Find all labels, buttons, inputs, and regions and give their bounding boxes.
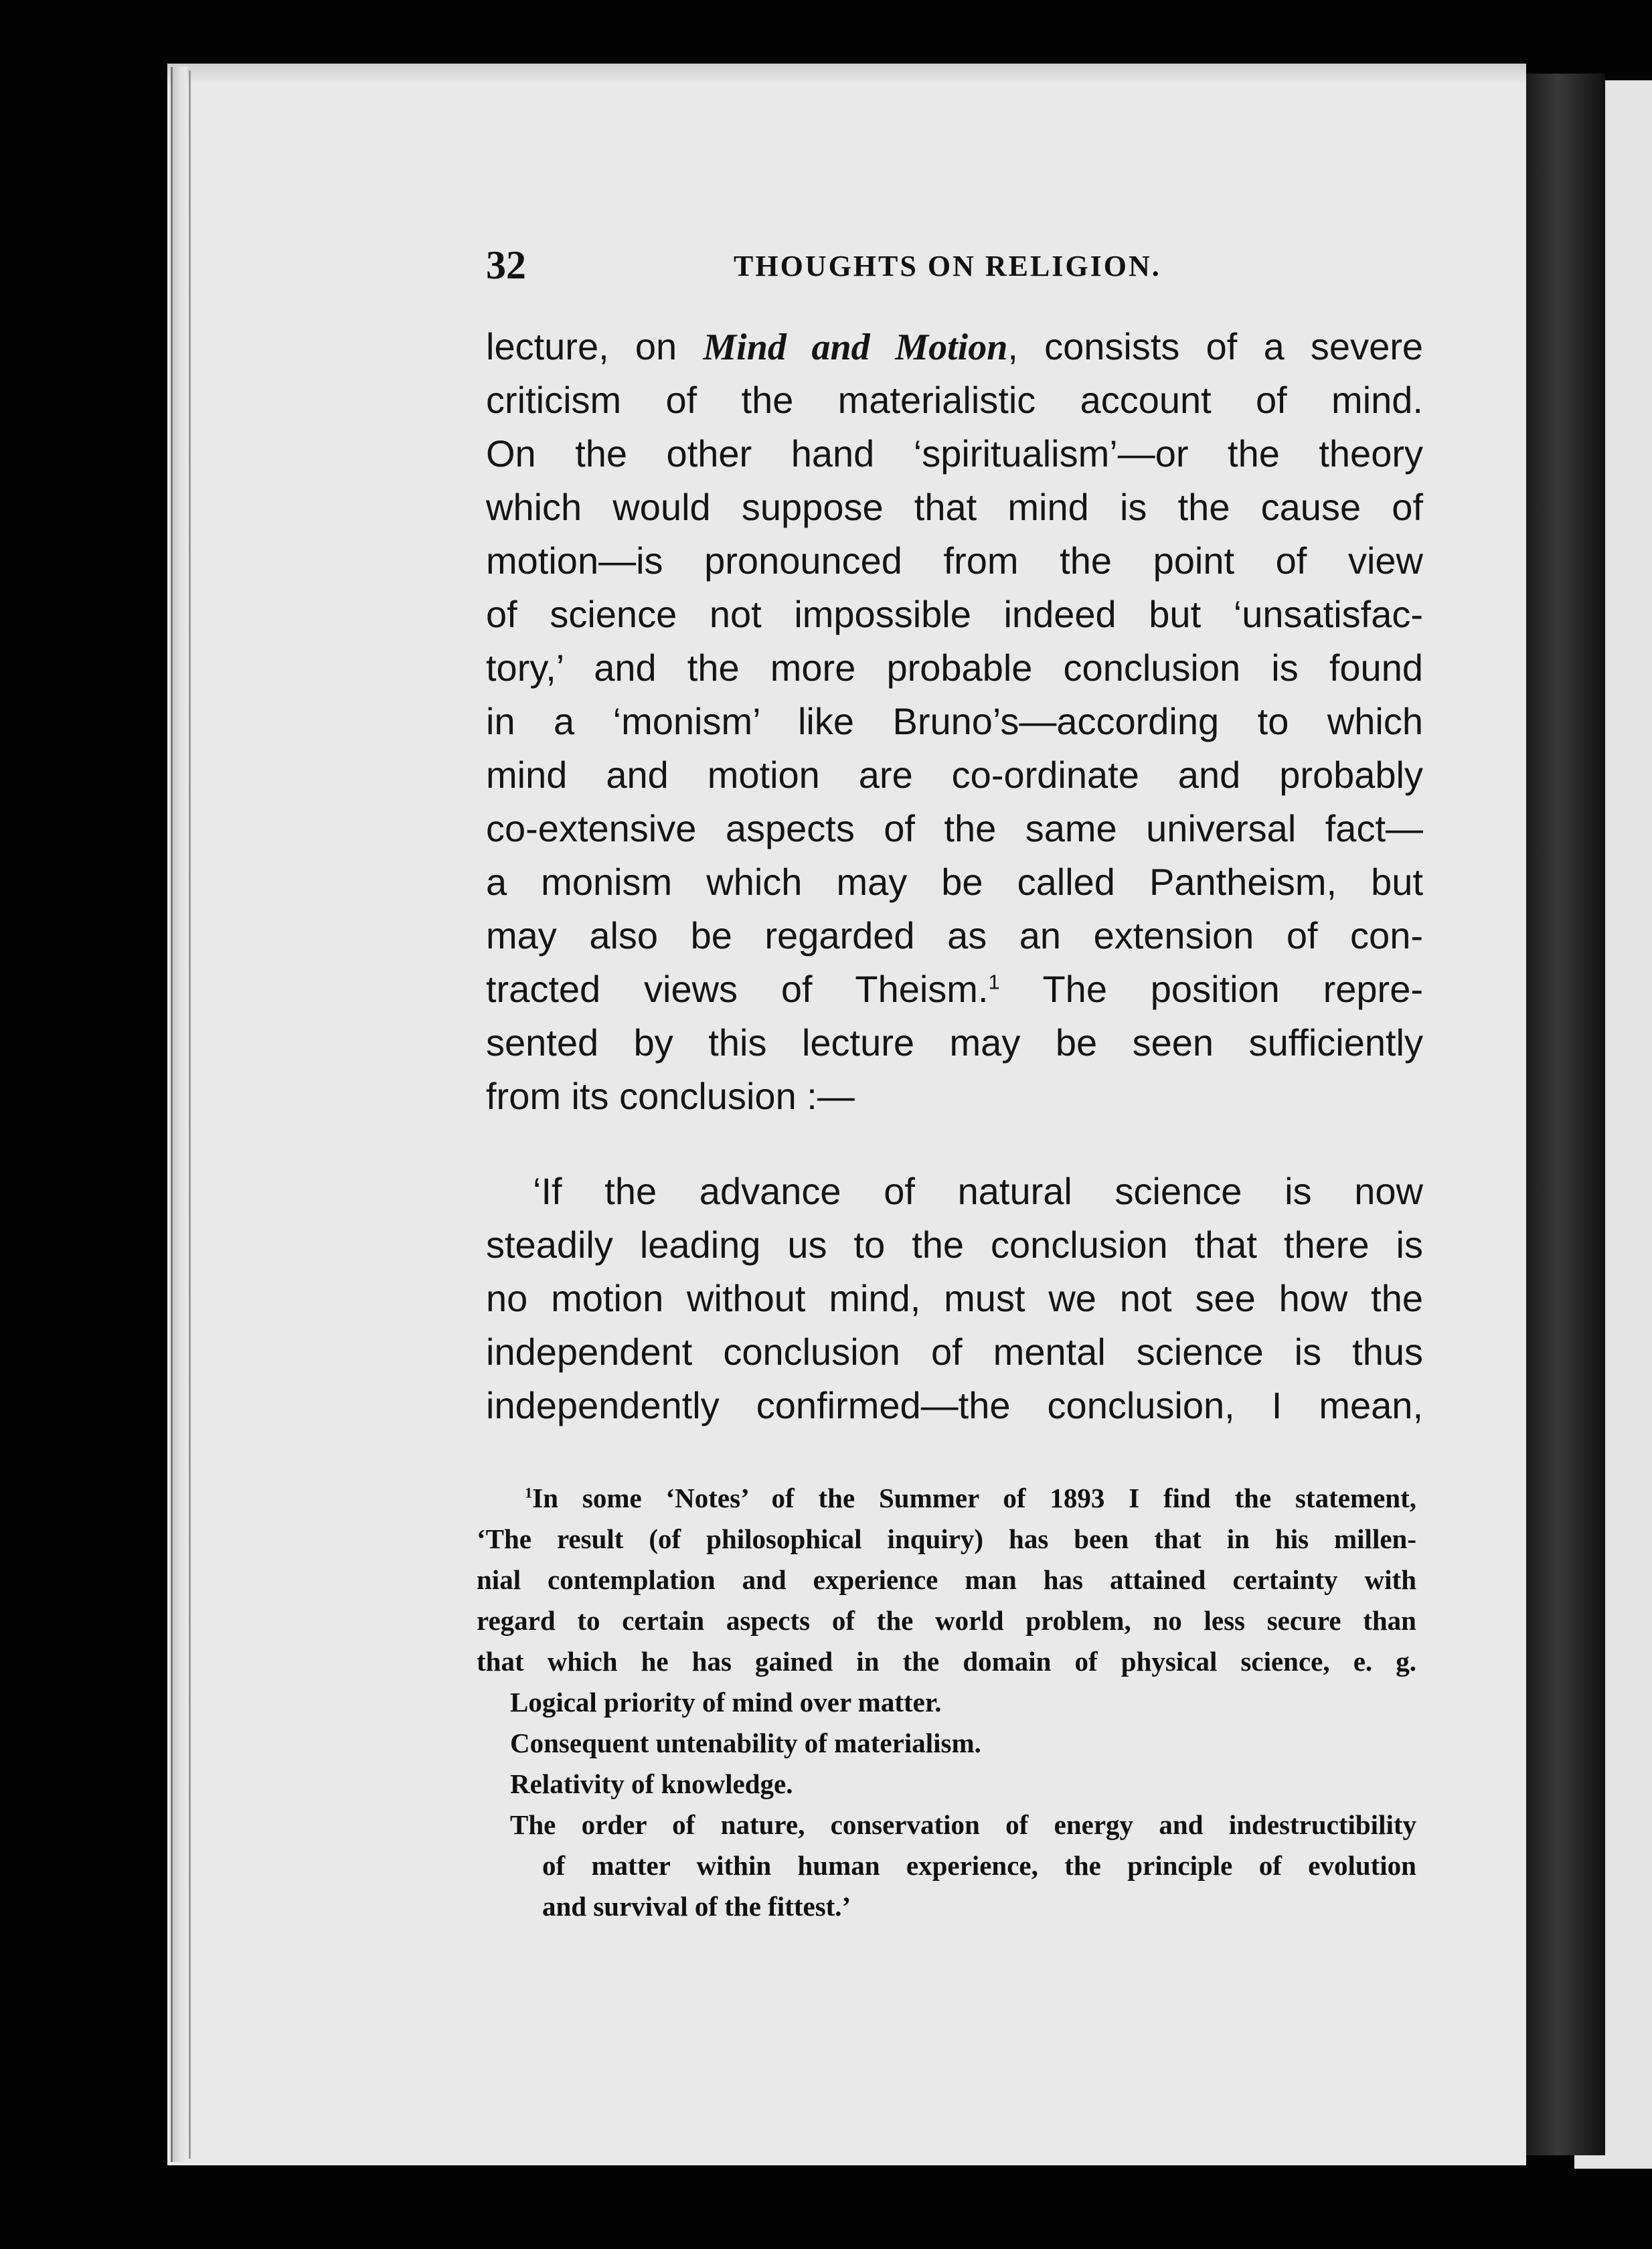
page-left-edge-line bbox=[189, 70, 191, 2159]
page-top-shadow bbox=[167, 64, 1526, 84]
quote-line: no motion without mind, must we not see how the bbox=[486, 1277, 1423, 1319]
footnote bbox=[477, 1478, 1416, 1927]
book-binding-shadow bbox=[1526, 74, 1605, 2155]
quote-line: independently confirmed—the conclusion, I mean, bbox=[486, 1384, 1423, 1426]
footnote-ref: 1 bbox=[988, 970, 1000, 994]
body-line: lecture, on Mind and Motion, consists of a severe bbox=[486, 325, 1424, 368]
page-number: 32 bbox=[486, 243, 526, 287]
footnote-list-item: Relativity of knowledge. bbox=[510, 1768, 793, 1799]
quote-line: steadily leading us to the conclusion that there is bbox=[486, 1224, 1423, 1266]
body-line: a monism which may be called Pantheism, but bbox=[486, 861, 1423, 903]
body-text bbox=[486, 320, 1423, 1432]
footnote-line: regard to certain aspects of the world problem, no less secure than bbox=[477, 1605, 1416, 1636]
paragraph-gap bbox=[486, 1123, 1423, 1165]
body-line: co-extensive aspects of the same universal fact— bbox=[486, 807, 1423, 849]
body-line: which would suppose that mind is the cause of bbox=[486, 486, 1423, 528]
running-header bbox=[486, 242, 1423, 296]
italic-title: Mind and Motion bbox=[703, 327, 1008, 368]
body-line: tory,’ and the more probable conclusion is found bbox=[486, 647, 1423, 689]
footnote-list bbox=[477, 1682, 1416, 1927]
footnote-line: $^1$In some ‘Notes’ of the Summer of 1893 I find the statement, bbox=[525, 1483, 1416, 1513]
body-line: criticism of the materialistic account of mind. bbox=[486, 379, 1423, 421]
footnote-list-item: Consequent untenability of materialism. bbox=[510, 1728, 981, 1758]
page-left-edge bbox=[171, 67, 187, 2162]
footnote-line: that which he has gained in the domain of physical science, e. g. bbox=[477, 1646, 1416, 1677]
body-line: sented by this lecture may be seen sufficiently bbox=[486, 1021, 1423, 1064]
footnote-list-item: Logical priority of mind over matter. bbox=[510, 1687, 942, 1718]
footnote-marker: 1 bbox=[525, 1484, 533, 1501]
quote-line: ‘If the advance of natural science is now bbox=[533, 1170, 1423, 1212]
body-line: tracted views of Theism.$^1$ The position repre- bbox=[486, 968, 1423, 1010]
body-line: motion—is pronounced from the point of view bbox=[486, 539, 1423, 582]
footnote-list-continuation: and survival of the fittest.’ bbox=[542, 1891, 851, 1922]
running-title: THOUGHTS ON RELIGION. bbox=[734, 250, 1161, 282]
body-line: mind and motion are co-ordinate and probably bbox=[486, 754, 1423, 796]
body-line: may also be regarded as an extension of con- bbox=[486, 914, 1423, 956]
footnote-line: ‘The result (of philosophical inquiry) has been that in his millen- bbox=[477, 1523, 1416, 1554]
body-line: in a ‘monism’ like Bruno’s—according to which bbox=[486, 700, 1423, 742]
body-line: of science not impossible indeed but ‘unsatisfac- bbox=[486, 593, 1423, 635]
body-line: from its conclusion :— bbox=[486, 1075, 855, 1117]
footnote-list-continuation: of matter within human experience, the principle of evolution bbox=[542, 1850, 1416, 1881]
footnote-list-item: The order of nature, conservation of energy and indestructibility bbox=[510, 1809, 1416, 1840]
body-line: On the other hand ‘spiritualism’—or the theory bbox=[486, 432, 1423, 475]
quote-line: independent conclusion of mental science is thus bbox=[486, 1331, 1423, 1373]
footnote-line: nial contemplation and experience man has attained certainty with bbox=[477, 1564, 1416, 1595]
